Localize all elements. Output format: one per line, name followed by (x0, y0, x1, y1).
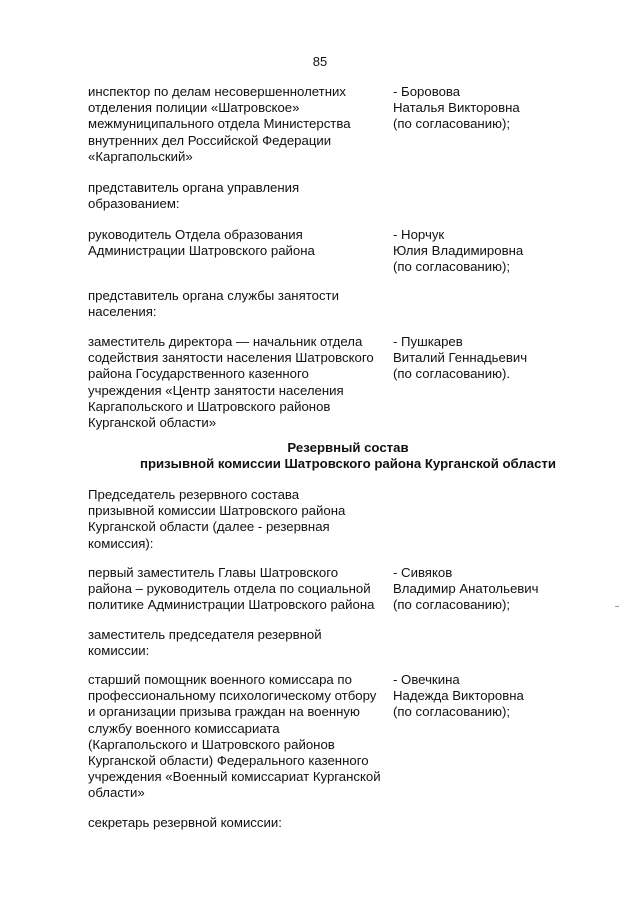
reserve-entry-left-text: первый заместитель Главы Шатровского района – руководитель отдела по социальной политике Администрации Шатровского района (88, 565, 375, 613)
entry-left-text: заместитель директора — начальник отдела содействия занятости населения Шатровского района Государственного казенного учреждения «Центр занятости населения Каргапольского и Шатровского районов Курганской области» (88, 334, 374, 431)
margin-mark (615, 606, 619, 607)
entry-left-text: руководитель Отдела образования Администрации Шатровского района (88, 227, 315, 259)
entry-right-person: - Пушкарев Виталий Геннадьевич (по согласованию). (393, 334, 528, 382)
reserve-entry-left-text: секретарь резервной комиссии: (88, 815, 282, 830)
entry-left-text: представитель органа службы занятости населения: (88, 288, 339, 320)
reserve-entry-left-text: Председатель резервного состава призывной комиссии Шатровского района Курганской области (далее - резервная комиссия): (88, 487, 346, 551)
reserve-entry-left-text: заместитель председателя резервной комиссии: (88, 627, 322, 659)
entry-left-text: инспектор по делам несовершеннолетних отделения полиции «Шатровское» межмуниципального отдела Министерства внутренних дел Российской Федерации «Каргапольский» (88, 84, 351, 164)
entry-right-person: - Норчук Юлия Владимировна (по согласованию); (393, 227, 524, 275)
section-title: Резервный состав призывной комиссии Шатровского района Курганской области (140, 440, 556, 472)
reserve-entry-right-person: - Овечкина Надежда Викторовна (по согласованию); (393, 672, 524, 720)
reserve-entry-right-person: - Сивяков Владимир Анатольевич (по согласованию); (393, 565, 539, 613)
entry-right-person: - Боровова Наталья Викторовна (по согласованию); (393, 84, 520, 132)
entry-left-text: представитель органа управления образованием: (88, 180, 300, 212)
page-number: 85 (312, 54, 328, 69)
reserve-entry-left-text: старший помощник военного комиссара по профессиональному психологическому отбору и организации призыва граждан на военную службу военного комиссариата (Каргапольского и Шатровского районов Курганской области) Федерального казенного учреждения «Военный комиссариат Курганской области» (88, 672, 381, 801)
